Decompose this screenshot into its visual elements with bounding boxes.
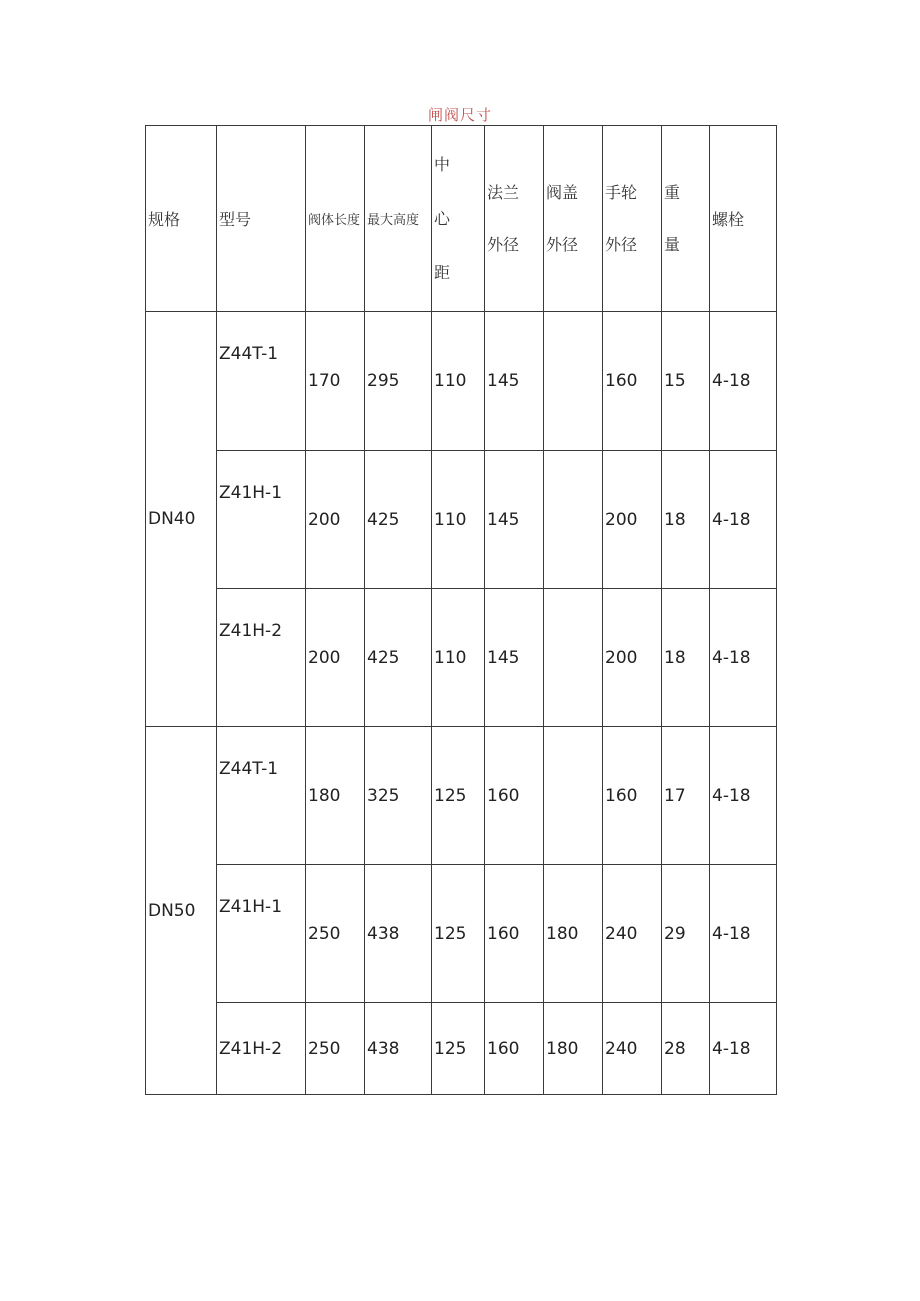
- handwheel-od-cell: 200: [603, 589, 662, 727]
- table-row: [146, 1003, 777, 1095]
- header-bonnet-od: [544, 126, 603, 312]
- header-flange-od: [485, 126, 544, 312]
- table-row: [146, 451, 777, 589]
- valve-dimension-table: [145, 125, 777, 1095]
- flange-od-cell: 145: [485, 312, 544, 451]
- body-length-cell: 250: [306, 865, 365, 1003]
- header-model: 型号: [217, 126, 306, 312]
- bonnet-od-cell: [544, 451, 603, 589]
- body-length-cell: 180: [306, 727, 365, 865]
- bolt-cell: 4-18: [710, 312, 777, 451]
- header-row: [146, 126, 777, 312]
- max-height-cell: 425: [365, 451, 432, 589]
- header-center-distance-line: 距: [434, 262, 451, 282]
- body-length-cell: 200: [306, 589, 365, 727]
- header-center-distance-line: 中: [434, 154, 451, 174]
- model-cell: Z44T-1: [217, 312, 306, 451]
- page-title: 闸阀尺寸: [427, 106, 492, 124]
- weight-cell: 18: [662, 451, 710, 589]
- header-flange-od-line: 法兰: [487, 182, 520, 202]
- model-cell: Z41H-1: [217, 451, 306, 589]
- max-height-cell: 295: [365, 312, 432, 451]
- center-distance-cell: 125: [432, 865, 485, 1003]
- header-bonnet-od-line: 外径: [546, 234, 579, 254]
- center-distance-cell: 125: [432, 1003, 485, 1095]
- flange-od-cell: 160: [485, 865, 544, 1003]
- body-length-cell: 250: [306, 1003, 365, 1095]
- weight-cell: 29: [662, 865, 710, 1003]
- body-length-cell: 200: [306, 451, 365, 589]
- handwheel-od-cell: 160: [603, 312, 662, 451]
- bolt-cell: 4-18: [710, 1003, 777, 1095]
- header-flange-od-line: 外径: [487, 234, 520, 254]
- bonnet-od-cell: 180: [544, 865, 603, 1003]
- model-cell: Z41H-2: [217, 1003, 306, 1095]
- handwheel-od-cell: 160: [603, 727, 662, 865]
- table-row: [146, 312, 777, 451]
- table-row: [146, 727, 777, 865]
- header-body-length: 阀体长度: [306, 126, 365, 312]
- bolt-cell: 4-18: [710, 589, 777, 727]
- max-height-cell: 438: [365, 865, 432, 1003]
- header-weight-line: 重: [664, 182, 681, 202]
- flange-od-cell: 160: [485, 727, 544, 865]
- handwheel-od-cell: 240: [603, 865, 662, 1003]
- center-distance-cell: 110: [432, 312, 485, 451]
- bolt-cell: 4-18: [710, 865, 777, 1003]
- header-weight-line: 量: [664, 234, 681, 254]
- max-height-cell: 438: [365, 1003, 432, 1095]
- header-bonnet-od-line: 阀盖: [546, 182, 579, 202]
- header-max-height: 最大高度: [365, 126, 432, 312]
- bolt-cell: 4-18: [710, 727, 777, 865]
- bonnet-od-cell: [544, 312, 603, 451]
- weight-cell: 15: [662, 312, 710, 451]
- spec-cell: DN40: [146, 312, 217, 727]
- flange-od-cell: 145: [485, 451, 544, 589]
- header-center-distance-line: 心: [434, 208, 451, 228]
- bolt-cell: 4-18: [710, 451, 777, 589]
- center-distance-cell: 125: [432, 727, 485, 865]
- weight-cell: 18: [662, 589, 710, 727]
- flange-od-cell: 145: [485, 589, 544, 727]
- table-row: [146, 865, 777, 1003]
- center-distance-cell: 110: [432, 589, 485, 727]
- spec-cell: DN50: [146, 727, 217, 1095]
- handwheel-od-cell: 200: [603, 451, 662, 589]
- weight-cell: 28: [662, 1003, 710, 1095]
- center-distance-cell: 110: [432, 451, 485, 589]
- header-weight: [662, 126, 710, 312]
- bonnet-od-cell: [544, 727, 603, 865]
- flange-od-cell: 160: [485, 1003, 544, 1095]
- header-spec: 规格: [146, 126, 217, 312]
- body-length-cell: 170: [306, 312, 365, 451]
- model-cell: Z44T-1: [217, 727, 306, 865]
- table-row: [146, 589, 777, 727]
- model-cell: Z41H-1: [217, 865, 306, 1003]
- header-handwheel-od-line: 手轮: [605, 182, 638, 202]
- max-height-cell: 425: [365, 589, 432, 727]
- header-handwheel-od-line: 外径: [605, 234, 638, 254]
- model-cell: Z41H-2: [217, 589, 306, 727]
- bonnet-od-cell: [544, 589, 603, 727]
- weight-cell: 17: [662, 727, 710, 865]
- header-bolt: 螺栓: [710, 126, 777, 312]
- bonnet-od-cell: 180: [544, 1003, 603, 1095]
- max-height-cell: 325: [365, 727, 432, 865]
- handwheel-od-cell: 240: [603, 1003, 662, 1095]
- header-center-distance: [432, 126, 485, 312]
- header-handwheel-od: [603, 126, 662, 312]
